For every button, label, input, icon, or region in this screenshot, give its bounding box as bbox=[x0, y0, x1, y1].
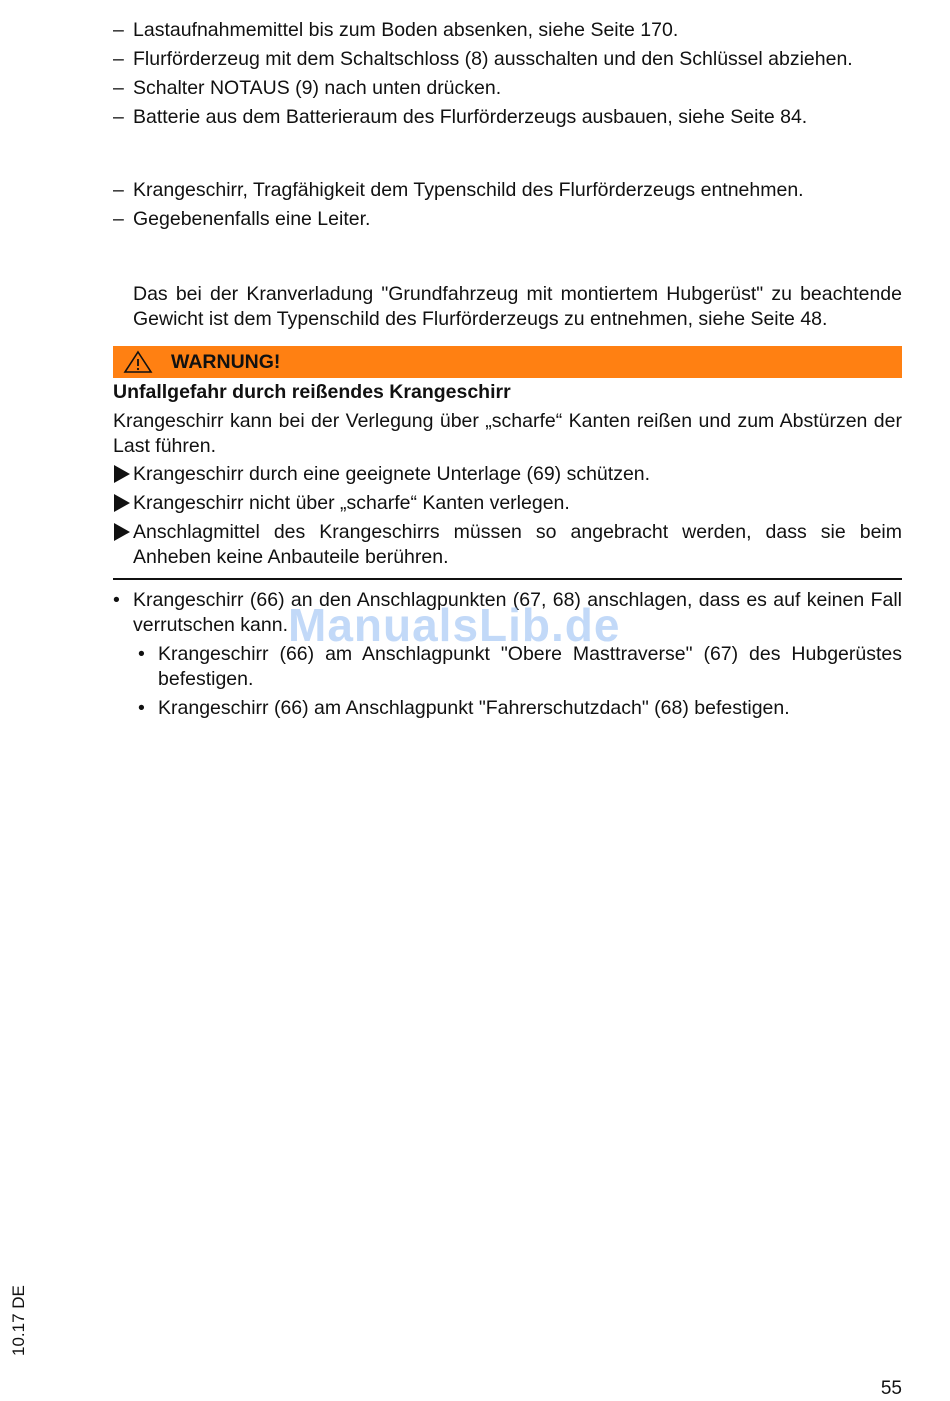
action-text: Anschlagmittel des Krangeschirrs müssen so angebracht werden, dass sie beim Anheben keine Anbauteile berühren. bbox=[133, 521, 902, 568]
dash-marker: – bbox=[113, 179, 124, 201]
weight-note: Das bei der Kranverladung "Grundfahrzeug mit montiertem Hubgerüst" zu beachtende Gewicht ist dem Typenschild des Flurförderzeugs zu entnehmen, siehe Seite 48. bbox=[133, 283, 902, 330]
page-content bbox=[113, 18, 902, 725]
dash-marker: – bbox=[113, 48, 124, 70]
page-number: 55 bbox=[880, 1378, 902, 1399]
list-item-text: Schalter NOTAUS (9) nach unten drücken. bbox=[133, 77, 502, 99]
warning-end-rule bbox=[113, 578, 902, 580]
bullet-item bbox=[113, 588, 902, 651]
warning-text: Krangeschirr kann bei der Verlegung über „scharfe“ Kanten reißen und zum Abstürzen der Last führen. bbox=[113, 410, 902, 457]
list-item-text: Lastaufnahmemittel bis zum Boden absenken, siehe Seite 170. bbox=[133, 19, 679, 41]
list-item bbox=[113, 207, 902, 232]
list-item-text: Flurförderzeug mit dem Schaltschloss (8) ausschalten und den Schlüssel abziehen. bbox=[133, 48, 853, 70]
tools-list bbox=[113, 178, 902, 232]
list-item bbox=[113, 178, 902, 203]
list-item bbox=[113, 47, 902, 72]
bullet-list bbox=[113, 588, 902, 721]
warning-triangle-icon bbox=[123, 350, 153, 374]
list-item bbox=[113, 76, 902, 101]
list-item bbox=[113, 18, 902, 43]
action-item bbox=[113, 462, 902, 487]
warning-title: Unfallgefahr durch reißendes Krangeschirr bbox=[113, 381, 511, 403]
warning-actions bbox=[113, 462, 902, 570]
bullet-text: Krangeschirr (66) an den Anschlagpunkten (67, 68) anschlagen, dass es auf keinen Fall verrutschen kann. bbox=[133, 589, 902, 636]
bullet-text: Krangeschirr (66) am Anschlagpunkt "Fahrerschutzdach" (68) befestigen. bbox=[158, 697, 790, 719]
watermark: ManualsLib.de bbox=[288, 599, 621, 651]
steps-list bbox=[113, 18, 902, 130]
action-text: Krangeschirr durch eine geeignete Unterlage (69) schützen. bbox=[133, 463, 651, 485]
action-item bbox=[113, 491, 902, 516]
dash-marker: – bbox=[113, 106, 124, 128]
document-code: 10.17 DE bbox=[9, 1285, 28, 1356]
dash-marker: – bbox=[113, 19, 124, 41]
bullet-marker: • bbox=[138, 643, 145, 665]
arrow-right-icon bbox=[113, 465, 130, 483]
warning-label: WARNUNG! bbox=[171, 350, 281, 373]
bullet-marker: • bbox=[113, 589, 120, 611]
arrow-right-icon bbox=[113, 494, 130, 512]
dash-marker: – bbox=[113, 77, 124, 99]
action-item bbox=[113, 520, 902, 570]
warning-banner bbox=[113, 346, 902, 378]
bullet-item bbox=[138, 696, 902, 721]
arrow-right-icon bbox=[113, 523, 130, 541]
dash-marker: – bbox=[113, 208, 124, 230]
list-item-text: Batterie aus dem Batterieraum des Flurförderzeugs ausbauen, siehe Seite 84. bbox=[133, 106, 808, 128]
list-item bbox=[113, 105, 902, 130]
list-item-text: Krangeschirr, Tragfähigkeit dem Typenschild des Flurförderzeugs entnehmen. bbox=[133, 179, 804, 201]
bullet-marker: • bbox=[138, 697, 145, 719]
action-text: Krangeschirr nicht über „scharfe“ Kanten verlegen. bbox=[133, 492, 570, 514]
bullet-item bbox=[138, 642, 902, 692]
bullet-text: Krangeschirr (66) am Anschlagpunkt "Obere Masttraverse" (67) des Hubgerüstes befestigen. bbox=[158, 643, 902, 690]
list-item-text: Gegebenenfalls eine Leiter. bbox=[133, 208, 371, 230]
